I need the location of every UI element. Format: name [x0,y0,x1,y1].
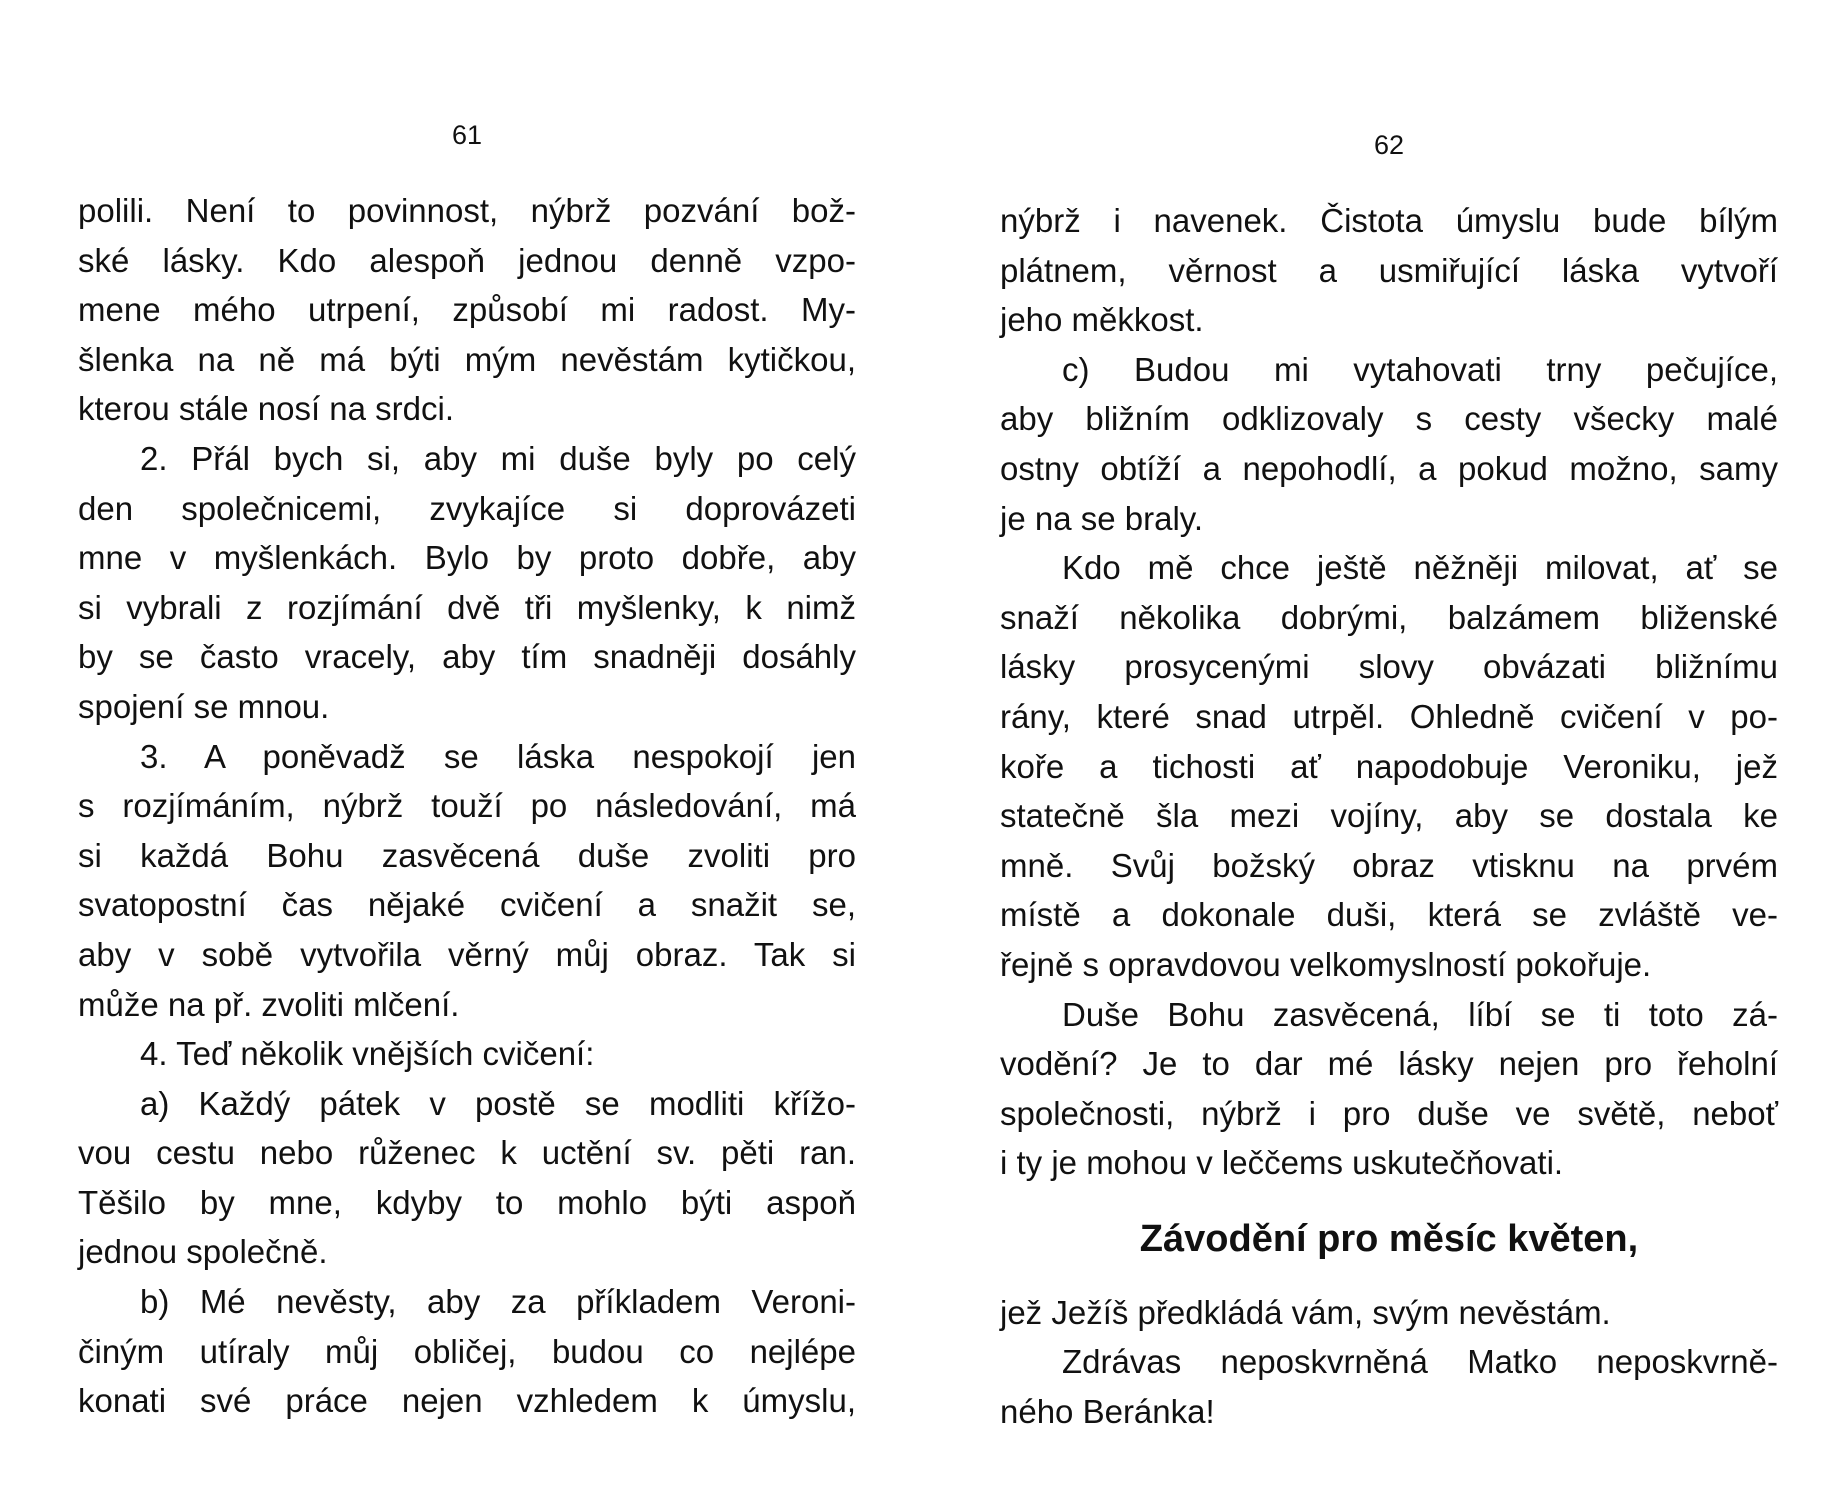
text-line: Kdo mě chce ještě něžněji milovat, ať se [1062,549,1778,587]
page-body [1000,196,1778,1188]
text-line: 4. Teď několik vnějších cvičení: [140,1035,595,1073]
text-line: mene mého utrpení, způsobí mi radost. My- [78,291,856,329]
page-number: 61 [451,120,483,150]
text-line: činým utíraly můj obličej, budou co nejlépe [78,1332,856,1370]
text-line: mne v myšlenkách. Bylo by proto dobře, aby [78,539,856,577]
text-line: ské lásky. Kdo alespoň jednou denně vzpo- [78,241,856,279]
text-line: plátnem, věrnost a usmiřující láska vytvoří [1000,251,1778,289]
text-line: aby v sobě vytvořila věrný můj obraz. Tak si [78,935,856,973]
text-line: lásky prosycenými slovy obvázati bližnímu [1000,648,1778,686]
text-line: místě a dokonale duši, která se zvláště ve- [1000,896,1778,934]
text-line: s rozjímáním, nýbrž touží po následování, má [78,787,856,825]
text-line: šlenka na ně má býti mým nevěstám kytičkou, [78,340,856,378]
text-line: aby bližním odklizovaly s cesty všecky malé [1000,400,1778,438]
text-line: Duše Bohu zasvěcená, líbí se ti toto zá- [1062,995,1778,1033]
text-line: koře a tichosti ať napodobuje Veroniku, jež [1000,747,1778,785]
text-line: mně. Svůj božský obraz vtisknu na prvém [1000,846,1778,884]
text-line: statečně šla mezi vojíny, aby se dostala ke [1000,797,1778,835]
text-line: b) Mé nevěsty, aby za příkladem Veroni- [140,1283,856,1321]
text-line: kterou stále nosí na srdci. [78,390,455,428]
text-line: 3. A poněvadž se láska nespokojí jen [140,737,856,775]
text-line: jeho měkkost. [1000,301,1204,339]
page-body-continued [1000,1288,1778,1437]
section-heading: Závodění pro měsíc květen, [1139,1217,1639,1260]
text-line: vou cestu nebo růženec k uctění sv. pěti ran. [78,1134,856,1172]
text-line: si vybrali z rozjímání dvě tři myšlenky, k nimž [78,588,856,626]
text-line: Těšilo by mne, kdyby to mohlo býti aspoň [78,1183,856,1221]
left-page [78,118,856,1426]
text-line: konati své práce nejen vzhledem k úmyslu, [78,1382,856,1420]
text-line: společnosti, nýbrž i pro duše ve světě, neboť [1000,1094,1778,1132]
text-line: vodění? Je to dar mé lásky nejen pro řeholní [1000,1045,1778,1083]
text-line: rány, které snad utrpěl. Ohledně cvičení v po- [1000,697,1778,735]
text-line: jednou společně. [78,1233,328,1271]
text-line: c) Budou mi vytahovati trny pečujíce, [1062,350,1778,388]
text-line: Zdrávas neposkvrněná Matko neposkvrně- [1062,1343,1778,1381]
text-line: den společnicemi, zvykajíce si doprovázeti [78,489,856,527]
text-line: i ty je mohou v leččems uskutečňovati. [1000,1144,1564,1182]
text-line: ného Beránka! [1000,1393,1215,1431]
text-line: snaží několika dobrými, balzámem bliženské [1000,598,1778,636]
text-line: a) Každý pátek v postě se modliti křížo- [140,1084,856,1122]
text-line: nýbrž i navenek. Čistota úmyslu bude bílým [1000,202,1778,239]
text-line: spojení se mnou. [78,687,330,725]
page-number: 62 [1373,130,1405,160]
page-body [78,186,856,1426]
text-line: je na se braly. [1000,499,1203,537]
text-line: ostny obtíží a nepohodlí, a pokud možno, samy [1000,449,1778,487]
text-line: může na př. zvoliti mlčení. [78,985,460,1023]
text-line: řejně s opravdovou velkomyslností pokořuje. [1000,945,1652,983]
text-line: 2. Přál bych si, aby mi duše byly po celý [140,439,856,477]
right-page [1000,128,1778,1437]
text-line: svatopostní čas nějaké cvičení a snažit se, [78,886,856,924]
text-line: by se často vracely, aby tím snadněji dosáhly [78,638,856,676]
text-line: jež Ježíš předkládá vám, svým nevěstám. [1000,1293,1611,1331]
text-line: si každá Bohu zasvěcená duše zvoliti pro [78,836,856,874]
text-line: polili. Není to povinnost, nýbrž pozvání bož- [78,192,856,229]
